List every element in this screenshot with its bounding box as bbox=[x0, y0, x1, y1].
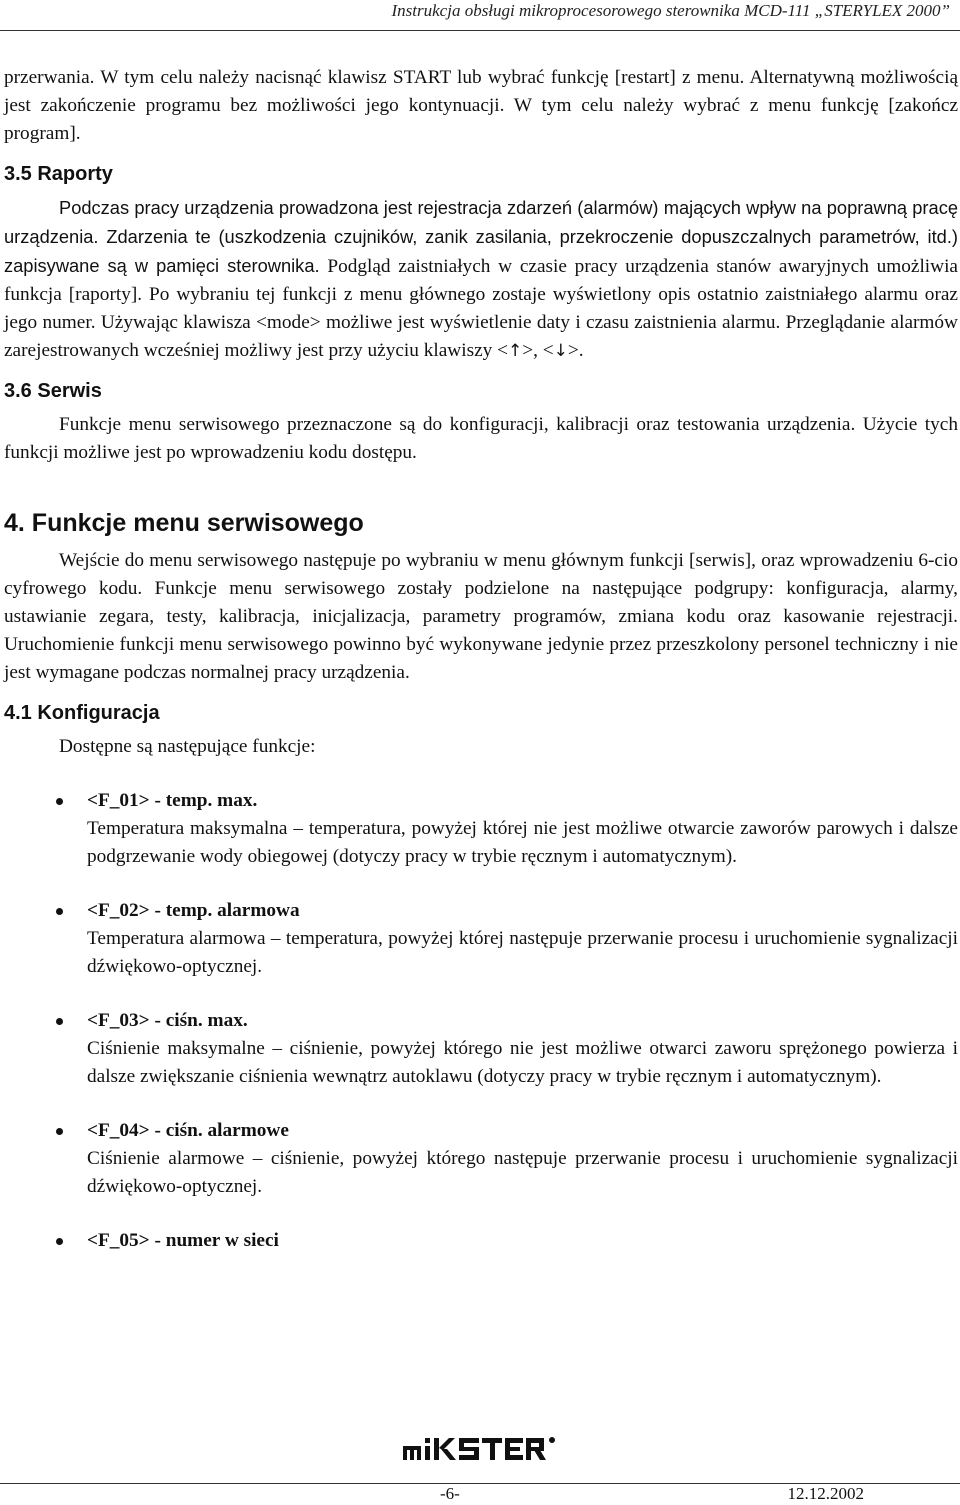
function-description: Temperatura alarmowa – temperatura, powyżej której następuje przerwanie procesu i uruchomienie sygnalizacji dźwiękowo-optycznej. bbox=[87, 928, 958, 977]
list-item bbox=[4, 787, 958, 871]
mikster-logo-icon bbox=[403, 1434, 557, 1464]
function-description: Ciśnienie alarmowe – ciśnienie, powyżej którego następuje przerwanie procesu i uruchomienie sygnalizacji dźwiękowo-optycznej. bbox=[87, 1148, 958, 1197]
intro-paragraph: przerwania. W tym celu należy nacisnąć klawisz START lub wybrać funkcję [restart] z menu. Alternatywną możliwością jest zakończenie programu bez możliwości jego kontynuacji. W tym celu należy wybrać z menu funkcję [zakończ program]. bbox=[4, 67, 958, 144]
arrow-down-icon: ↓ bbox=[553, 341, 568, 361]
section-4-heading: 4. Funkcje menu serwisowego bbox=[4, 509, 364, 537]
bullet-icon bbox=[56, 798, 63, 805]
function-description: Temperatura maksymalna – temperatura, powyżej której nie jest możliwe otwarcie zaworów parowych i dalsze podgrzewanie wody obiegowej (dotyczy pracy w trybie ręcznym i automatycznym). bbox=[87, 818, 958, 867]
document-body bbox=[4, 64, 958, 1255]
section-4-paragraph: Wejście do menu serwisowego następuje po wybraniu w menu głównym funkcji [serwis], oraz wprowadzeniu 6-cio cyfrowego kodu. Funkcje menu serwisowego zostały podzielone na następujące podgrupy: konfiguracja, alarmy, ustawianie zegara, testy, kalibracja, inicjalizacja, parametry programów, zmiana kodu oraz kasowanie rejestracji. Uruchomienie funkcji menu serwisowego powinno być wykonywane jedynie przez przeszkolony personel techniczny i nie jest wymagane podczas normalnej pracy urządzenia. bbox=[4, 550, 958, 683]
list-item bbox=[4, 1227, 958, 1255]
page-header bbox=[0, 0, 960, 31]
function-description: Ciśnienie maksymalne – ciśnienie, powyżej którego nie jest możliwe otwarci zaworu sprężonego powierza i dalsze zwiększanie ciśnienia wewnątrz autoklawu (dotyczy pracy w trybie ręcznym i automatycznym). bbox=[87, 1038, 958, 1087]
section-3-5-text-mid: >, < bbox=[522, 340, 554, 361]
function-code: <F_03> - ciśn. max. bbox=[87, 1010, 248, 1031]
page-number: -6- bbox=[440, 1484, 460, 1503]
section-3-5-text-a: Podczas pracy urządzenia prowadzona jest rejestracja zdarzeń (alarmów) mających wpływ na poprawną pracę urządzenia. Zdarzenia te (uszkodzenia czujników, zanik zasilania, przekroczenie dopuszczalnych parametrów, itd.) zapisywane są w pamięci sterownika. bbox=[4, 197, 958, 276]
list-item bbox=[4, 1117, 958, 1201]
mikster-logo bbox=[403, 1434, 557, 1469]
function-list bbox=[4, 787, 958, 1255]
section-3-5-text-b: Podgląd zaistniałych w czasie pracy urządzenia stanów awaryjnych umożliwia funkcja [raporty]. Po wybraniu tej funkcji z menu głównego zostaje wyświetlony opis ostatnio zaistniałego alarmu oraz jego numer. Używając klawisza <mode> możliwe jest wyświetlenie daty i czasu zaistnienia alarmu. Przeglądanie alarmów zarejestrowanych wcześniej możliwy jest przy użyciu klawiszy < bbox=[4, 256, 958, 361]
function-code: <F_02> - temp. alarmowa bbox=[87, 900, 300, 921]
arrow-up-icon: ↑ bbox=[507, 341, 523, 361]
function-code: <F_01> - temp. max. bbox=[87, 790, 258, 811]
section-3-5-text-end: >. bbox=[567, 340, 584, 361]
list-item bbox=[4, 897, 958, 981]
list-item bbox=[4, 1007, 958, 1091]
document-date: 12.12.2002 bbox=[787, 1484, 864, 1503]
section-3-6-paragraph: Funkcje menu serwisowego przeznaczone są do konfiguracji, kalibracji oraz testowania urządzenia. Użycie tych funkcji możliwe jest po wprowadzeniu kodu dostępu. bbox=[4, 414, 958, 463]
section-4-1-heading: 4.1 Konfiguracja bbox=[4, 702, 160, 724]
section-3-5-paragraph bbox=[4, 194, 958, 365]
bullet-icon bbox=[56, 1128, 63, 1135]
header-title: Instrukcja obsługi mikroprocesorowego sterownika MCD-111 „STERYLEX 2000” bbox=[391, 1, 950, 20]
section-3-6-heading: 3.6 Serwis bbox=[4, 380, 102, 402]
function-code: <F_05> - numer w sieci bbox=[87, 1230, 279, 1251]
section-4-1-lead: Dostępne są następujące funkcje: bbox=[59, 736, 316, 757]
bullet-icon bbox=[56, 1238, 63, 1245]
section-3-5-heading: 3.5 Raporty bbox=[4, 163, 113, 185]
bullet-icon bbox=[56, 1018, 63, 1025]
function-code: <F_04> - ciśn. alarmowe bbox=[87, 1120, 289, 1141]
bullet-icon bbox=[56, 908, 63, 915]
